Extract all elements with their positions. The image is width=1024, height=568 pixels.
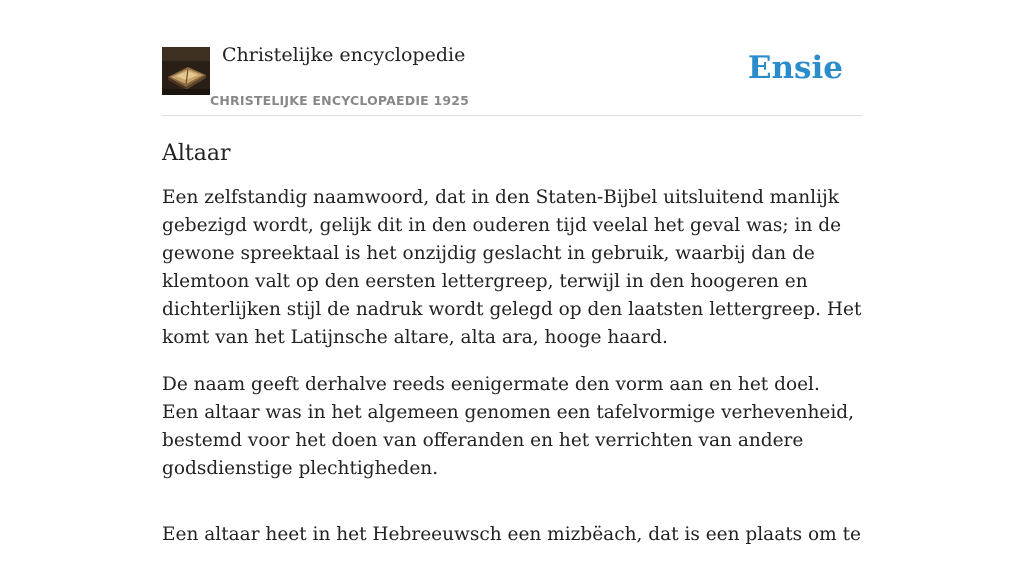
encyclopedia-avatar[interactable] <box>162 47 210 95</box>
article-paragraph: De naam geeft derhalve reeds eenigermate den vorm aan en het doel. Een altaar was in het algemeen genomen een tafelvormige verhevenheid, bestemd voor het doen van offeranden en het verrichten van andere godsdienstige plechtigheden. <box>162 374 854 479</box>
article <box>162 138 862 568</box>
book-image-icon <box>162 47 210 95</box>
article-paragraph: Een zelfstandig naamwoord, dat in den Staten-Bijbel uitsluitend manlijk gebezigd wordt, gelijk dit in den ouderen tijd veelal het geval was; in de gewone spreektaal is het onzijdig geslacht in gebruik, waarbij dan de klemtoon valt op den eersten lettergreep, terwijl in den hoogeren en dichterlijken stijl de nadruk wordt gelegd op den laatsten lettergreep. Het komt van het Latijnsche altare, alta ara, hooge haard. <box>162 187 862 348</box>
site-title[interactable]: Christelijke encyclopedie <box>222 44 466 66</box>
site-header <box>162 0 862 116</box>
article-paragraph: Een altaar heet in het Hebreeuwsch een mizbëach, dat is een plaats om te <box>162 524 861 545</box>
site-subtitle[interactable]: CHRISTELIJKE ENCYCLOPAEDIE 1925 <box>210 93 470 108</box>
brand-logo[interactable]: Ensie <box>747 50 843 86</box>
article-title: Altaar <box>162 141 231 166</box>
